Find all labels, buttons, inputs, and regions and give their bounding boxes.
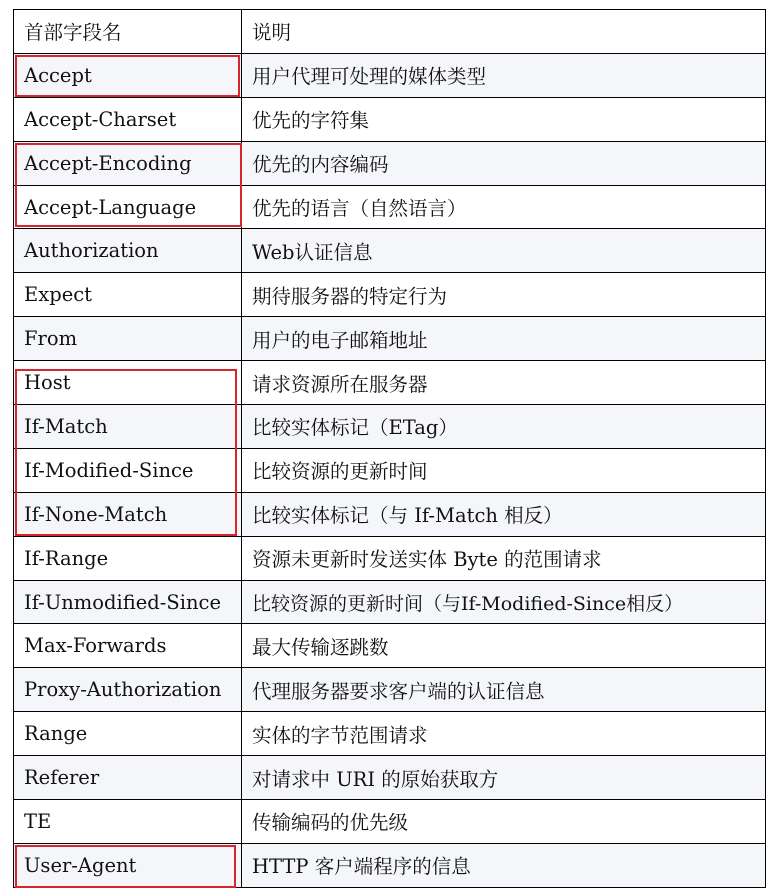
description-cell: 用户的电子邮箱地址 xyxy=(242,317,766,361)
description-cell: 资源未更新时发送实体 Byte 的范围请求 xyxy=(242,537,766,581)
description-cell: 代理服务器要求客户端的认证信息 xyxy=(242,668,766,712)
description-cell: 比较实体标记（与 If-Match 相反） xyxy=(242,493,766,537)
table-row xyxy=(14,537,766,581)
table-row xyxy=(14,229,766,273)
description-cell: 期待服务器的特定行为 xyxy=(242,273,766,317)
field-name-cell: From xyxy=(14,317,242,361)
field-name-cell: Accept-Encoding xyxy=(14,142,242,186)
table-row xyxy=(14,186,766,230)
header-description: 说明 xyxy=(242,10,766,54)
description-cell: 对请求中 URI 的原始获取方 xyxy=(242,756,766,800)
table-row xyxy=(14,712,766,756)
field-name-cell: Max-Forwards xyxy=(14,624,242,668)
field-name-cell: Accept-Language xyxy=(14,186,242,230)
description-cell: 优先的语言（自然语言） xyxy=(242,186,766,230)
field-name-cell: Authorization xyxy=(14,229,242,273)
description-cell: 优先的内容编码 xyxy=(242,142,766,186)
field-name-cell: Range xyxy=(14,712,242,756)
field-name-cell: Accept-Charset xyxy=(14,98,242,142)
table-row xyxy=(14,361,766,405)
field-name-cell: Host xyxy=(14,361,242,405)
field-name-cell: If-Match xyxy=(14,405,242,449)
table-row xyxy=(14,449,766,493)
description-cell: 实体的字节范围请求 xyxy=(242,712,766,756)
table-row xyxy=(14,756,766,800)
description-cell: 请求资源所在服务器 xyxy=(242,361,766,405)
field-name-cell: Expect xyxy=(14,273,242,317)
description-cell: HTTP 客户端程序的信息 xyxy=(242,844,766,888)
table-row xyxy=(14,317,766,361)
table-row xyxy=(14,581,766,625)
table-row xyxy=(14,142,766,186)
field-name-cell: If-Range xyxy=(14,537,242,581)
table-row xyxy=(14,668,766,712)
description-cell: Web认证信息 xyxy=(242,229,766,273)
table-row xyxy=(14,98,766,142)
table-row xyxy=(14,273,766,317)
description-cell: 用户代理可处理的媒体类型 xyxy=(242,54,766,98)
description-cell: 比较资源的更新时间（与If-Modified-Since相反） xyxy=(242,581,766,625)
table-row xyxy=(14,800,766,844)
field-name-cell: If-None-Match xyxy=(14,493,242,537)
table-row xyxy=(14,624,766,668)
field-name-cell: If-Unmodified-Since xyxy=(14,581,242,625)
field-name-cell: If-Modified-Since xyxy=(14,449,242,493)
field-name-cell: TE xyxy=(14,800,242,844)
table-row xyxy=(14,493,766,537)
description-cell: 最大传输逐跳数 xyxy=(242,624,766,668)
field-name-cell: User-Agent xyxy=(14,844,242,888)
field-name-cell: Proxy-Authorization xyxy=(14,668,242,712)
field-name-cell: Accept xyxy=(14,54,242,98)
table-row xyxy=(14,844,766,888)
description-cell: 传输编码的优先级 xyxy=(242,800,766,844)
description-cell: 比较资源的更新时间 xyxy=(242,449,766,493)
table-row xyxy=(14,405,766,449)
header-field-name: 首部字段名 xyxy=(14,10,242,54)
table-row xyxy=(14,54,766,98)
request-header-table xyxy=(13,9,766,888)
table-header-row xyxy=(14,10,766,54)
description-cell: 比较实体标记（ETag） xyxy=(242,405,766,449)
field-name-cell: Referer xyxy=(14,756,242,800)
description-cell: 优先的字符集 xyxy=(242,98,766,142)
